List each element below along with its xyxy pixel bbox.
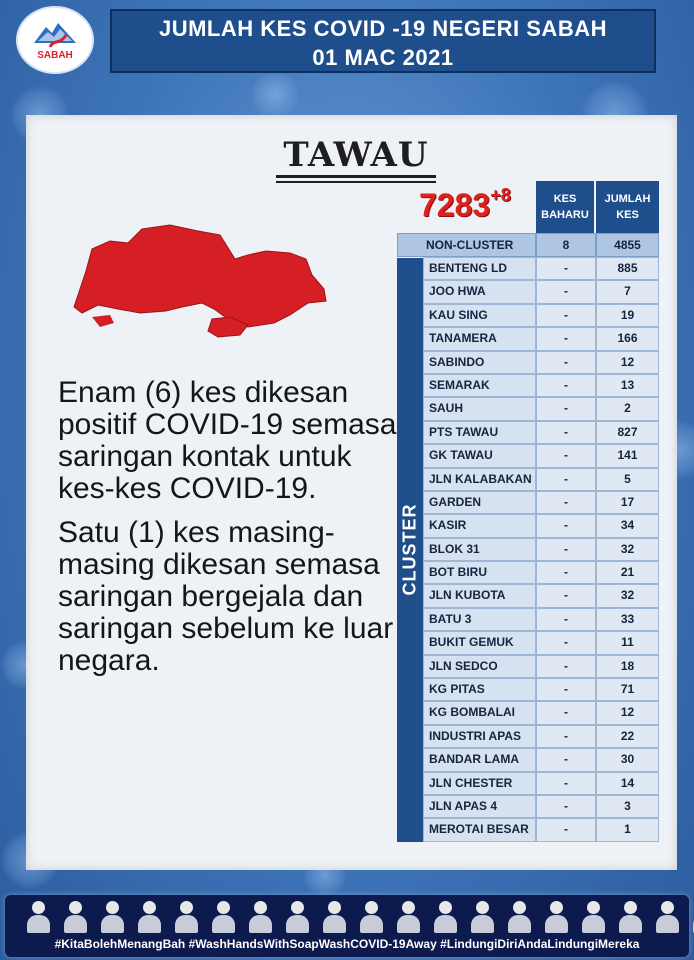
row-total: 12 bbox=[596, 351, 659, 374]
table-row bbox=[423, 491, 661, 514]
row-name: SEMARAK bbox=[423, 374, 536, 397]
table-row bbox=[423, 444, 661, 467]
row-name: SAUH bbox=[423, 397, 536, 420]
person-icon bbox=[247, 899, 274, 933]
row-total: 33 bbox=[596, 608, 659, 631]
person-icon bbox=[25, 899, 52, 933]
header-date: 01 MAC 2021 bbox=[312, 45, 454, 70]
table-row bbox=[423, 374, 661, 397]
table-row bbox=[423, 584, 661, 607]
hashtags: #KitaBolehMenangBah #WashHandsWithSoapWashCOVID-19Away #LindungiDiriAndaLindungiMereka bbox=[54, 937, 640, 951]
row-name: SABINDO bbox=[423, 351, 536, 374]
person-icon bbox=[654, 899, 681, 933]
row-name: JLN SEDCO bbox=[423, 655, 536, 678]
row-new: - bbox=[536, 327, 596, 350]
row-new: - bbox=[536, 421, 596, 444]
table-row bbox=[423, 538, 661, 561]
table-row bbox=[423, 280, 661, 303]
table-row bbox=[423, 561, 661, 584]
row-name: NON-CLUSTER bbox=[397, 233, 536, 257]
table-row bbox=[423, 748, 661, 771]
row-new: 8 bbox=[536, 233, 596, 257]
case-description bbox=[58, 377, 398, 689]
cluster-section bbox=[397, 257, 661, 842]
row-new: - bbox=[536, 631, 596, 654]
logo-text: SABAH bbox=[37, 50, 73, 61]
row-new: - bbox=[536, 491, 596, 514]
row-name: KG BOMBALAI bbox=[423, 701, 536, 724]
table-row bbox=[423, 397, 661, 420]
row-total: 11 bbox=[596, 631, 659, 654]
row-name: GARDEN bbox=[423, 491, 536, 514]
row-new: - bbox=[536, 608, 596, 631]
tawau-map bbox=[70, 219, 332, 339]
district-title: TAWAU bbox=[276, 135, 436, 178]
table-row bbox=[423, 421, 661, 444]
person-icon bbox=[136, 899, 163, 933]
table-row bbox=[423, 701, 661, 724]
person-icon bbox=[617, 899, 644, 933]
row-new: - bbox=[536, 280, 596, 303]
row-name: MEROTAI BESAR bbox=[423, 818, 536, 841]
page-header bbox=[110, 9, 656, 73]
row-total: 3 bbox=[596, 795, 659, 818]
row-total: 2 bbox=[596, 397, 659, 420]
row-total: 7 bbox=[596, 280, 659, 303]
row-total: 32 bbox=[596, 538, 659, 561]
row-new: - bbox=[536, 584, 596, 607]
footer-banner bbox=[5, 895, 689, 957]
row-name: BOT BIRU bbox=[423, 561, 536, 584]
table-row bbox=[423, 818, 661, 841]
cluster-label: CLUSTER bbox=[399, 503, 420, 596]
row-new: - bbox=[536, 468, 596, 491]
row-name: BATU 3 bbox=[423, 608, 536, 631]
row-total: 21 bbox=[596, 561, 659, 584]
non-cluster-row bbox=[397, 233, 661, 257]
sabah-health-logo-icon bbox=[32, 19, 78, 49]
description-paragraph: Satu (1) kes masing-masing dikesan semasa saringan bergejala dan saringan sebelum ke luar negara. bbox=[58, 516, 394, 677]
table-row bbox=[423, 772, 661, 795]
row-total: 34 bbox=[596, 514, 659, 537]
person-icon bbox=[469, 899, 496, 933]
table-row bbox=[423, 725, 661, 748]
row-new: - bbox=[536, 561, 596, 584]
row-name: TANAMERA bbox=[423, 327, 536, 350]
row-name: BUKIT GEMUK bbox=[423, 631, 536, 654]
sabah-logo bbox=[16, 6, 94, 74]
row-total: 1 bbox=[596, 818, 659, 841]
person-icon bbox=[284, 899, 311, 933]
virus-decoration-icon bbox=[250, 70, 300, 120]
table-row bbox=[423, 468, 661, 491]
row-new: - bbox=[536, 772, 596, 795]
row-new: - bbox=[536, 701, 596, 724]
person-icon bbox=[321, 899, 348, 933]
row-total: 22 bbox=[596, 725, 659, 748]
row-new: - bbox=[536, 257, 596, 280]
row-name: PTS TAWAU bbox=[423, 421, 536, 444]
row-new: - bbox=[536, 351, 596, 374]
table-row bbox=[423, 795, 661, 818]
person-icon bbox=[173, 899, 200, 933]
row-name: KASIR bbox=[423, 514, 536, 537]
row-total: 827 bbox=[596, 421, 659, 444]
row-name: JLN CHESTER bbox=[423, 772, 536, 795]
row-new: - bbox=[536, 374, 596, 397]
row-name: JLN KALABAKAN bbox=[423, 468, 536, 491]
row-total: 32 bbox=[596, 584, 659, 607]
row-new: - bbox=[536, 748, 596, 771]
person-icon bbox=[432, 899, 459, 933]
table-row bbox=[423, 257, 661, 280]
row-total: 19 bbox=[596, 304, 659, 327]
person-icon bbox=[506, 899, 533, 933]
row-total: 5 bbox=[596, 468, 659, 491]
row-new: - bbox=[536, 818, 596, 841]
row-name: KAU SING bbox=[423, 304, 536, 327]
cluster-side-label bbox=[397, 258, 423, 842]
row-total: 14 bbox=[596, 772, 659, 795]
person-icon bbox=[543, 899, 570, 933]
table-row bbox=[423, 608, 661, 631]
person-icon bbox=[62, 899, 89, 933]
row-name: BANDAR LAMA bbox=[423, 748, 536, 771]
cluster-table bbox=[397, 181, 661, 842]
table-row bbox=[423, 514, 661, 537]
header-title: JUMLAH KES COVID -19 NEGERI SABAH bbox=[158, 16, 607, 41]
row-total: 12 bbox=[596, 701, 659, 724]
row-name: BENTENG LD bbox=[423, 257, 536, 280]
row-new: - bbox=[536, 514, 596, 537]
total-value: 7283 bbox=[419, 187, 491, 223]
table-header bbox=[397, 181, 661, 233]
row-name: INDUSTRI APAS bbox=[423, 725, 536, 748]
row-name: JLN KUBOTA bbox=[423, 584, 536, 607]
row-name: JOO HWA bbox=[423, 280, 536, 303]
row-total: 885 bbox=[596, 257, 659, 280]
person-icon bbox=[210, 899, 237, 933]
people-row bbox=[25, 899, 694, 933]
row-total: 141 bbox=[596, 444, 659, 467]
person-icon bbox=[99, 899, 126, 933]
cluster-rows bbox=[423, 257, 661, 842]
row-total: 18 bbox=[596, 655, 659, 678]
row-new: - bbox=[536, 795, 596, 818]
row-new: - bbox=[536, 444, 596, 467]
row-total: 166 bbox=[596, 327, 659, 350]
row-new: - bbox=[536, 304, 596, 327]
row-new: - bbox=[536, 725, 596, 748]
table-row bbox=[423, 327, 661, 350]
total-increase: +8 bbox=[490, 185, 511, 205]
row-name: GK TAWAU bbox=[423, 444, 536, 467]
row-total: 71 bbox=[596, 678, 659, 701]
row-new: - bbox=[536, 678, 596, 701]
row-new: - bbox=[536, 538, 596, 561]
row-name: BLOK 31 bbox=[423, 538, 536, 561]
table-row bbox=[423, 304, 661, 327]
col-header-total-cases: JUMLAH KES bbox=[596, 181, 659, 233]
table-row bbox=[423, 655, 661, 678]
table-row bbox=[423, 351, 661, 374]
row-total: 30 bbox=[596, 748, 659, 771]
person-icon bbox=[395, 899, 422, 933]
col-header-new-cases: KES BAHARU bbox=[536, 181, 594, 233]
row-total: 4855 bbox=[596, 233, 659, 257]
row-new: - bbox=[536, 397, 596, 420]
table-row bbox=[423, 631, 661, 654]
row-name: JLN APAS 4 bbox=[423, 795, 536, 818]
person-icon bbox=[358, 899, 385, 933]
row-total: 13 bbox=[596, 374, 659, 397]
row-name: KG PITAS bbox=[423, 678, 536, 701]
row-new: - bbox=[536, 655, 596, 678]
description-paragraph: Enam (6) kes dikesan positif COVID-19 semasa saringan kontak untuk kes-kes COVID-19. bbox=[58, 376, 397, 505]
person-icon bbox=[580, 899, 607, 933]
main-panel bbox=[26, 115, 677, 870]
table-row bbox=[423, 678, 661, 701]
row-total: 17 bbox=[596, 491, 659, 514]
